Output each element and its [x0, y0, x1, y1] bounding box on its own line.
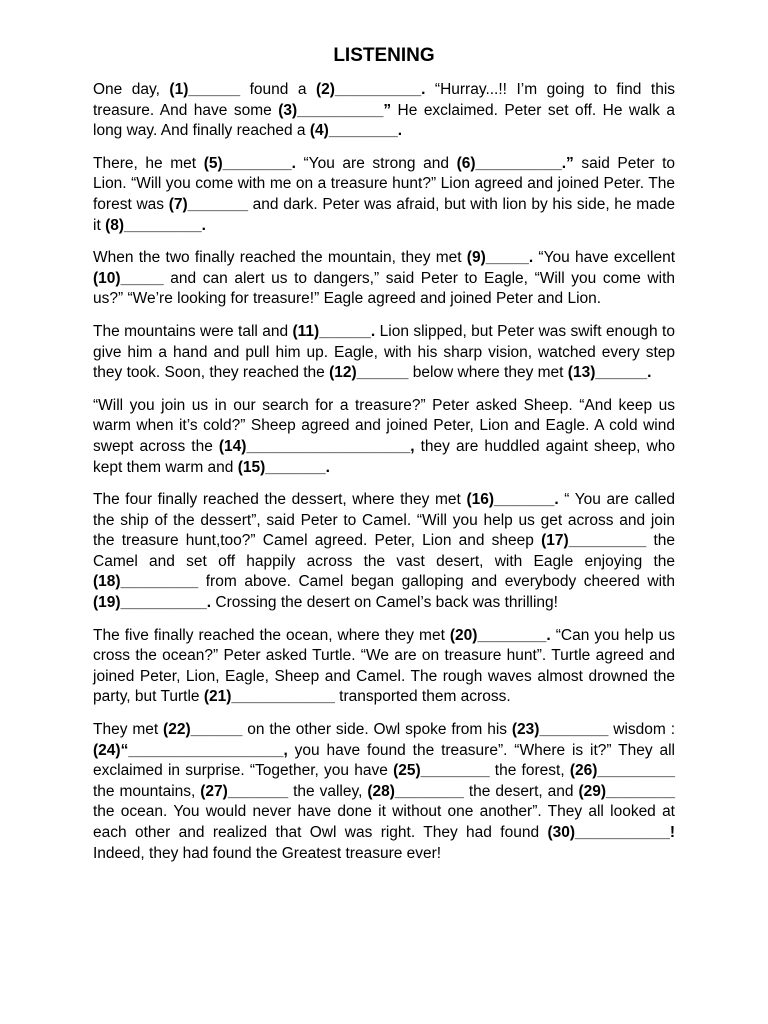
blank-label: (6)__________.” [456, 154, 574, 172]
story-paragraph [93, 154, 675, 236]
story-text: The five finally reached the ocean, where they met [93, 626, 450, 644]
story-text: When the two finally reached the mountain, they met [93, 249, 467, 267]
blank-label: (25)________ [393, 762, 490, 780]
story-text: below where they met [408, 364, 568, 382]
story-text: The mountains were tall and [93, 322, 293, 340]
blank-label: (17)_________ [541, 532, 647, 550]
story-text: the valley, [288, 782, 368, 800]
story-text: the desert, and [463, 782, 579, 800]
story-paragraph [93, 248, 675, 310]
blank-label: (12)______ [329, 364, 409, 382]
blank-label: (9)_____. [466, 249, 534, 267]
story-text: Lion slipped, but Peter was swift enough to give him a hand and pull him up. Eagle, with his sharp vision, watched every step they took. Soon, they reached the [93, 322, 675, 382]
story-text: They met [93, 721, 164, 739]
blank-label: (16)_______. [466, 491, 559, 509]
blank-label: (3)__________” [278, 101, 392, 119]
blank-label: (4)________. [309, 122, 403, 140]
blank-label: (27)_______ [200, 782, 289, 800]
blank-label: (19)__________. [93, 594, 212, 612]
page-title: LISTENING [333, 45, 435, 66]
story-text: you have found the treasure”. “Where is it?” They all exclaimed in surprise. “Together, you have [93, 741, 675, 780]
story-text: He exclaimed. Peter set off. He walk a long way. And finally reached a [93, 101, 676, 140]
blank-label: (24)“__________________, [93, 741, 288, 759]
story-text: the ocean. You would never have done it without one another”. They all looked at each other and realized that Owl was right. They had found [93, 803, 675, 841]
blank-label: (15)_______. [237, 458, 330, 476]
story-paragraph [93, 626, 675, 708]
story-body [93, 80, 675, 864]
story-text: “You have excellent [533, 249, 676, 267]
blank-label: (14)___________________, [218, 437, 415, 455]
story-paragraph [93, 322, 675, 384]
story-text: There, he met [93, 154, 204, 172]
blank-label: (28)________ [367, 782, 464, 800]
story-text: Crossing the desert on Camel’s back was thrilling! [211, 594, 558, 612]
story-text: said Peter to Lion. “Will you come with me on a treasure hunt?” Lion agreed and joined Peter. The forest was [93, 154, 676, 213]
story-text: from above. Camel began galloping and everybody cheered with [198, 573, 675, 591]
story-text: “ You are called the ship of the dessert”, said Peter to Camel. “Will you help us get across and join the treasure hunt,too?” Camel agreed. Peter, Lion and sheep [93, 491, 675, 550]
story-text: transported them across. [334, 688, 511, 706]
story-text: the forest, [489, 762, 570, 780]
story-text: the Camel and set off happily across the vast desert, with Eagle enjoying the [93, 532, 675, 570]
blank-label: (13)______. [567, 364, 652, 382]
blank-label: (8)_________. [105, 216, 206, 234]
story-text: wisdom : [608, 721, 676, 739]
blank-label: (30)___________! [547, 824, 675, 841]
blank-label: (22)______ [163, 721, 243, 739]
story-text: they are huddled againt sheep, who kept them warm and [93, 437, 675, 476]
story-text: found a [240, 81, 316, 98]
blank-label: (29)________ [578, 782, 675, 800]
story-paragraph [93, 80, 675, 142]
story-text: and dark. Peter was afraid, but with lion by his side, he made it [93, 195, 675, 234]
story-text: “You are strong and [295, 154, 457, 172]
story-text: Indeed, they had found the Greatest treasure ever! [93, 844, 442, 862]
blank-label: (7)_______ [168, 195, 248, 213]
story-text: “Hurray...!! I’m going to find this treasure. And have some [93, 81, 676, 119]
story-text: and can alert us to dangers,” said Peter to Eagle, “Will you come with us?” “We’re looking for treasure!” Eagle agreed and joined Peter and Lion. [93, 269, 675, 308]
blank-label: (23)________ [511, 721, 609, 739]
story-paragraph [93, 490, 675, 614]
blank-label: (18)_________ [93, 573, 199, 591]
story-paragraph [93, 396, 675, 478]
blank-label: (10)_____ [93, 269, 164, 287]
blank-label: (5)________. [203, 154, 296, 172]
blank-label: (11)______. [292, 322, 376, 340]
story-text: on the other side. Owl spoke from his [242, 721, 512, 739]
story-text: the mountains, [93, 782, 201, 800]
story-text: One day, [93, 81, 170, 98]
blank-label: (26)_________ [569, 762, 675, 780]
story-text: “Will you join us in our search for a treasure?” Peter asked Sheep. “And keep us warm when it’s cold?” Sheep agreed and joined Peter, Lion and Eagle. A cold wind swept across the [93, 396, 675, 455]
blank-label: (20)________. [449, 626, 551, 644]
story-text: “Can you help us cross the ocean?” Peter asked Turtle. “We are on treasure hunt”. Turtle agreed and joined Peter, Lion, Eagle, Sheep and Camel. The rough waves almost drowned the party, but Turtle [93, 626, 675, 706]
worksheet-page [93, 44, 675, 876]
blank-label: (2)__________. [315, 81, 426, 98]
blank-label: (1)______ [169, 81, 241, 98]
story-paragraph [93, 720, 675, 864]
story-text: The four finally reached the dessert, where they met [93, 491, 467, 509]
blank-label: (21)____________ [203, 688, 335, 706]
